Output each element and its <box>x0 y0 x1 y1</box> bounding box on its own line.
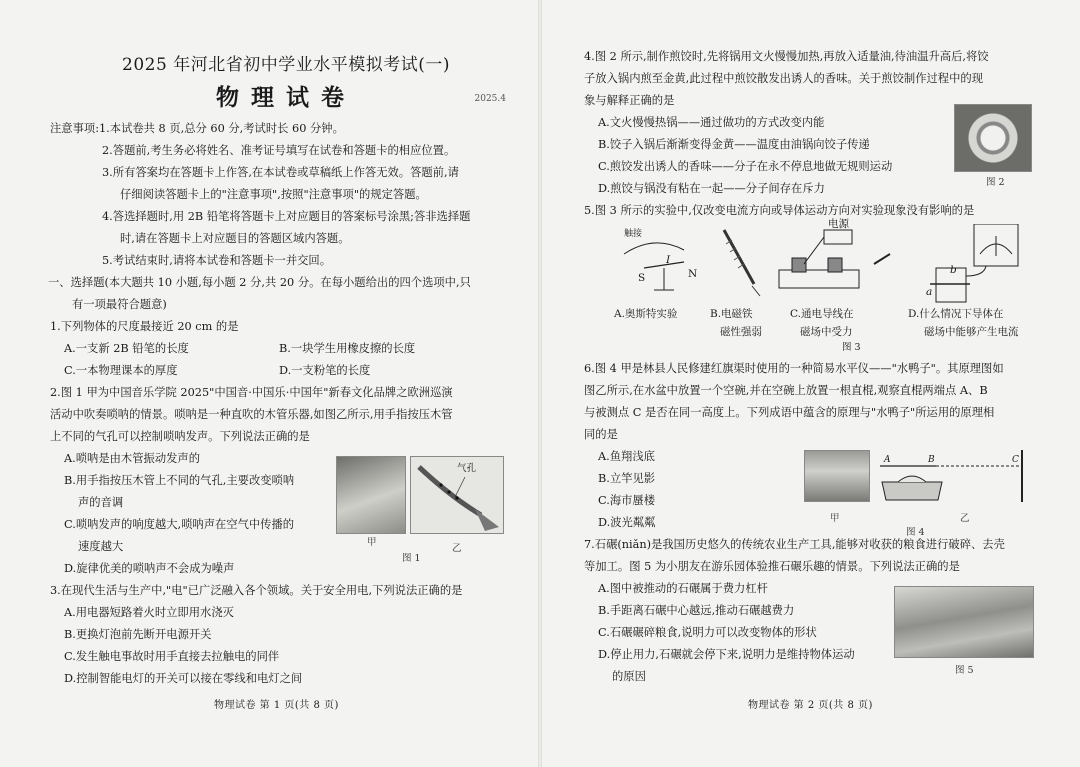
q5-label-chujie: 触接 <box>624 229 643 239</box>
figure-4-caption: 图 4 <box>906 527 925 538</box>
exam-date: 2025.4 <box>474 94 506 104</box>
q1-option-d: D.一支粉笔的长度 <box>279 364 371 377</box>
q5-stem: 5.图 3 所示的实验中,仅改变电流方向或导体运动方向对实验现象没有影响的是 <box>584 204 975 217</box>
q5-option-b-cont: 磁性强弱 <box>720 326 762 338</box>
figure-4-diagram-yi <box>876 448 1028 504</box>
q5-option-c: C.通电导线在 <box>790 308 854 320</box>
q7-stem-line: 等加工。图 5 为小朋友在游乐园体验推石碾乐趣的情景。下列说法正确的是 <box>584 560 960 573</box>
figure-1-photo-yi <box>410 456 504 534</box>
note-line: 时,请在答题卡上对应题目的答题区域内答题。 <box>120 232 350 245</box>
q5-label-N: N <box>688 268 698 280</box>
q1-option-c: C.一本物理课本的厚度 <box>64 364 178 377</box>
q7-option-a: A.图中被推动的石碾属于费力杠杆 <box>598 582 768 595</box>
q7-stem-line: 7.石碾(niǎn)是我国历史悠久的传统农业生产工具,能够对收获的粮食进行破碎、去壳 <box>584 538 1005 551</box>
q1-option-a: A.一支新 2B 铅笔的长度 <box>64 342 189 355</box>
q6-stem-line: 与被测点 C 是否在同一高度上。下列成语中蕴含的原理与"水鸭子"所运用的原理相 <box>584 406 995 419</box>
notes-block <box>50 118 522 272</box>
q3-option-c: C.发生触电事故时用手直接去拉触电的同伴 <box>64 650 280 663</box>
q6-stem-line: 6.图 4 甲是林县人民修建红旗渠时使用的一种简易水平仪——"水鸭子"。其原理图如 <box>584 362 1004 375</box>
q2-option-b-cont: 声的音调 <box>78 496 124 509</box>
figure-4-label-jia: 甲 <box>830 513 840 524</box>
q6-option-a: A.鱼翔浅底 <box>598 450 655 463</box>
figure-4-label-B: B <box>928 455 935 465</box>
figure-2-caption: 图 2 <box>986 177 1005 188</box>
note-line: 3.所有答案均在答题卡上作答,在本试卷或草稿纸上作答无效。答题前,请 <box>102 166 459 179</box>
figure-1-photo-jia <box>336 456 406 534</box>
figure-5-caption: 图 5 <box>955 665 974 676</box>
q1-option-b: B.一块学生用橡皮擦的长度 <box>279 342 416 355</box>
q2-stem-line: 上不同的气孔可以控制唢呐发声。下列说法正确的是 <box>50 430 310 443</box>
q7-option-c: C.石碾碾碎粮食,说明力可以改变物体的形状 <box>598 626 817 639</box>
q3-option-a: A.用电器短路着火时立即用水浇灭 <box>64 606 234 619</box>
q5-option-d: D.什么情况下导体在 <box>908 308 1004 320</box>
q4-stem-line: 子放入锅内煎至金黄,此过程中煎饺散发出诱人的香味。关于煎饺制作过程中的现 <box>584 72 983 85</box>
figure-1-label-yi: 乙 <box>452 543 462 554</box>
q6-stem-line: 同的是 <box>584 428 618 441</box>
q5-label-S: S <box>638 272 646 284</box>
figure-1-qikong-label: 气孔 <box>457 463 477 474</box>
q2-option-b: B.用手指按压木管上不同的气孔,主要改变唢呐 <box>64 474 295 487</box>
q1-options-row1 <box>50 338 522 360</box>
question-5 <box>584 200 1050 353</box>
section-title-cont: 有一项最符合题意) <box>72 298 167 311</box>
q5-option-a: A.奥斯特实验 <box>614 308 678 320</box>
q6-option-b: B.立竿见影 <box>598 472 656 485</box>
q4-option-d: D.煎饺与锅没有粘在一起——分子间存在斥力 <box>598 182 825 195</box>
exam-subtitle: 物理试卷 <box>216 84 356 111</box>
figure-3-caption: 图 3 <box>842 342 861 353</box>
q2-option-d: D.旋律优美的唢呐声不会成为噪声 <box>64 562 235 575</box>
figure-4-label-A: A <box>884 455 891 465</box>
figure-4-photo-jia <box>804 450 870 502</box>
q5-label-b: b <box>950 264 957 276</box>
q1-stem: 1.下列物体的尺度最接近 20 cm 的是 <box>50 320 239 333</box>
page-2-footer: 物理试卷 第 2 页(共 8 页) <box>748 700 873 711</box>
q6-stem-line: 图乙所示,在水盆中放置一个空碗,并在空碗上放置一根直棍,观察直棍两端点 A、B <box>584 384 988 397</box>
q4-stem-line: 象与解释正确的是 <box>584 94 675 107</box>
note-line: 注意事项:1.本试卷共 8 页,总分 60 分,考试时长 60 分钟。 <box>50 122 344 135</box>
q7-option-d: D.停止用力,石碾就会停下来,说明力是维持物体运动 <box>598 648 855 661</box>
q5-option-b: B.电磁铁 <box>710 308 753 320</box>
section-title: 一、选择题(本大题共 10 小题,每小题 2 分,共 20 分。在每小题给出的四个选项中,只 <box>48 276 471 289</box>
figure-4-label-yi: 乙 <box>960 513 970 524</box>
figure-1-caption: 图 1 <box>402 553 421 564</box>
q2-stem-line: 2.图 1 甲为中国音乐学院 2025"中国音·中国乐·中国年"新春文化品牌之欧洲巡演 <box>50 386 453 399</box>
q2-option-c-cont: 速度越大 <box>78 540 124 553</box>
page-1-footer: 物理试卷 第 1 页(共 8 页) <box>214 700 339 711</box>
page-2 <box>540 0 1080 767</box>
figure-2-photo <box>954 104 1032 172</box>
q4-stem-line: 4.图 2 所示,制作煎饺时,先将锅用文火慢慢加热,再放入适量油,待油温升高后,将饺 <box>584 50 989 63</box>
q6-option-c: C.海市蜃楼 <box>598 494 656 507</box>
q2-option-a: A.唢呐是由木管振动发声的 <box>64 452 201 465</box>
q2-option-c: C.唢呐发声的响度越大,唢呐声在空气中传播的 <box>64 518 295 531</box>
figure-3-diagrams <box>614 224 1054 314</box>
note-line: 仔细阅读答题卡上的"注意事项",按照"注意事项"的规定答题。 <box>120 188 427 201</box>
q5-option-c-cont: 磁场中受力 <box>800 326 853 338</box>
q3-option-b: B.更换灯泡前先断开电源开关 <box>64 628 212 641</box>
q1-options-row2 <box>50 360 522 382</box>
q3-option-d: D.控制智能电灯的开关可以接在零线和电灯之间 <box>64 672 303 685</box>
q4-option-a: A.文火慢慢热锅——通过做功的方式改变内能 <box>598 116 825 129</box>
q7-option-b: B.手距离石碾中心越远,推动石碾越费力 <box>598 604 795 617</box>
q3-stem: 3.在现代生活与生产中,"电"已广泛融入各个领域。关于安全用电,下列说法正确的是 <box>50 584 463 597</box>
q7-option-d-cont: 的原因 <box>612 670 646 683</box>
q5-label-I: I <box>666 254 671 266</box>
q4-option-b: B.饺子入锅后渐渐变得金黄——温度由油锅向饺子传递 <box>598 138 870 151</box>
question-1 <box>50 316 522 382</box>
note-line: 5.考试结束时,请将本试卷和答题卡一并交回。 <box>102 254 332 267</box>
q5-label-a: a <box>926 286 933 298</box>
exam-title: 2025 年河北省初中学业水平模拟考试(一) <box>122 55 450 75</box>
figure-5-photo <box>894 586 1034 658</box>
q2-stem-line: 活动中吹奏唢呐的情景。唢呐是一种直吹的木管乐器,如图乙所示,用手指按压木管 <box>50 408 453 421</box>
q6-option-d: D.波光粼粼 <box>598 516 656 529</box>
q4-option-c: C.煎饺发出诱人的香味——分子在永不停息地做无规则运动 <box>598 160 893 173</box>
note-line: 2.答题前,考生务必将姓名、准考证号填写在试卷和答题卡的相应位置。 <box>102 144 456 157</box>
q5-option-d-cont: 磁场中能够产生电流 <box>924 326 1019 338</box>
q5-label-dianyuan: 电源 <box>828 218 849 230</box>
note-line: 4.答选择题时,用 2B 铅笔将答题卡上对应题目的答案标号涂黑;答非选择题 <box>102 210 471 223</box>
figure-4-label-C: C <box>1012 455 1019 465</box>
question-3 <box>50 580 522 690</box>
figure-1-label-jia: 甲 <box>367 537 377 548</box>
question-6 <box>584 358 1050 534</box>
